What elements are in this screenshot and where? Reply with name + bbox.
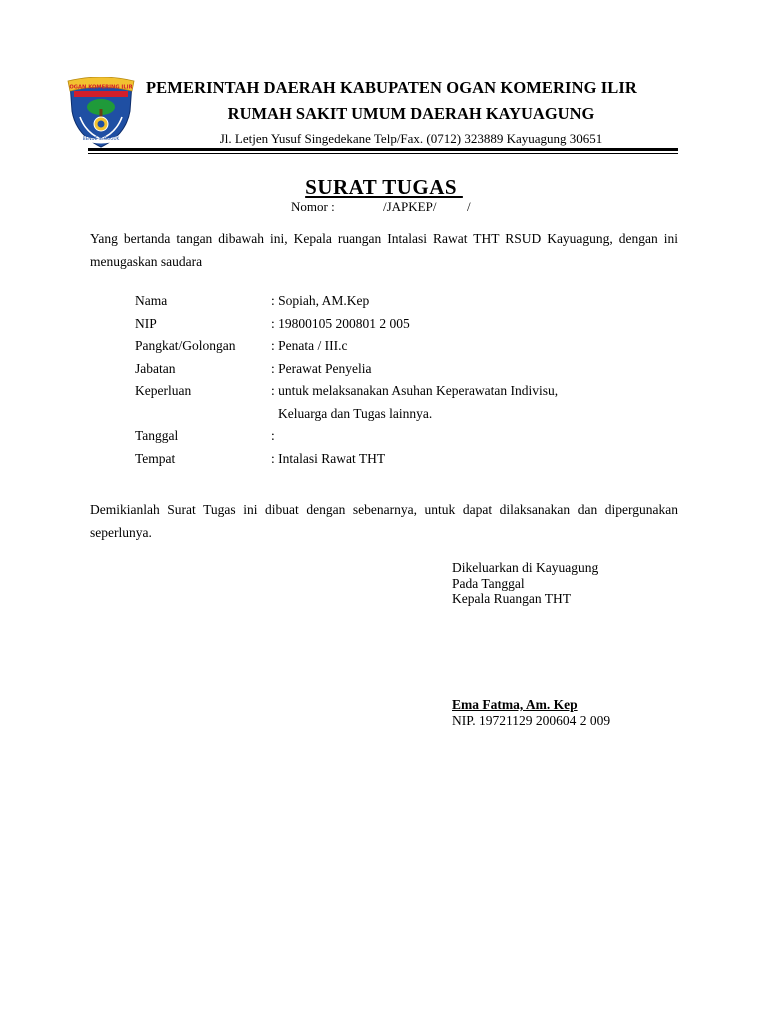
field-label: NIP	[135, 315, 157, 331]
field-value: : Perawat Penyelia	[271, 360, 372, 376]
date-label: Pada Tanggal	[452, 575, 525, 591]
signer-block	[452, 697, 610, 728]
signer-nip: NIP. 19721129 200604 2 009	[452, 712, 611, 728]
number-middle: /JAPKEP/	[383, 199, 437, 214]
number-end: /	[467, 199, 471, 214]
intro-paragraph: Yang bertanda tangan dibawah ini, Kepala ruangan Intalasi Rawat THT RSUD Kayuagung, dengan ini menugaskan saudara	[90, 231, 678, 269]
field-value: : untuk melaksanakan Asuhan Keperawatan Indivisu,	[271, 383, 559, 398]
field-value: : Intalasi Rawat THT	[271, 450, 386, 466]
letterhead-address: Jl. Letjen Yusuf Singedekane Telp/Fax. (0712) 323889 Kayuagung 30651	[219, 131, 603, 146]
field-label: Jabatan	[135, 360, 176, 376]
field-value: : 19800105 200801 2 005	[271, 315, 410, 331]
regency-emblem-logo	[66, 77, 136, 149]
closing-paragraph: Demikianlah Surat Tugas ini dibuat dengan sebenarnya, untuk dapat dilaksanakan dan dipergunakan seperlunya.	[90, 502, 678, 540]
field-label: Tanggal	[135, 428, 179, 443]
signature-block	[452, 560, 598, 607]
document-title: SURAT TUGAS	[305, 175, 463, 199]
field-label: Keperluan	[135, 383, 192, 398]
issued-at: Dikeluarkan di Kayuagung	[452, 560, 599, 575]
signer-position: Kepala Ruangan THT	[452, 591, 571, 606]
field-label: Tempat	[135, 450, 176, 466]
field-label: Nama	[135, 293, 168, 308]
field-value: :	[271, 428, 275, 443]
field-value: : Penata / III.c	[271, 338, 348, 353]
document-number	[291, 199, 471, 215]
field-value: Keluarga dan Tugas lainnya.	[278, 405, 433, 421]
letterhead-rule-thick	[88, 148, 678, 151]
number-label: Nomor :	[291, 199, 335, 214]
letterhead-government: PEMERINTAH DAERAH KABUPATEN OGAN KOMERING ILIR	[146, 78, 637, 97]
letterhead-hospital: RUMAH SAKIT UMUM DAERAH KAYUAGUNG	[227, 104, 595, 123]
logo-text-top: OGAN KOMERING ILIR	[69, 84, 133, 91]
signer-name: Ema Fatma, Am. Kep	[452, 697, 578, 712]
logo-text-bottom: BENDE SEGUGUK	[82, 136, 120, 141]
field-value: : Sopiah, AM.Kep	[271, 293, 370, 308]
field-label: Pangkat/Golongan	[135, 338, 236, 353]
letterhead-rule-thin	[88, 153, 678, 154]
